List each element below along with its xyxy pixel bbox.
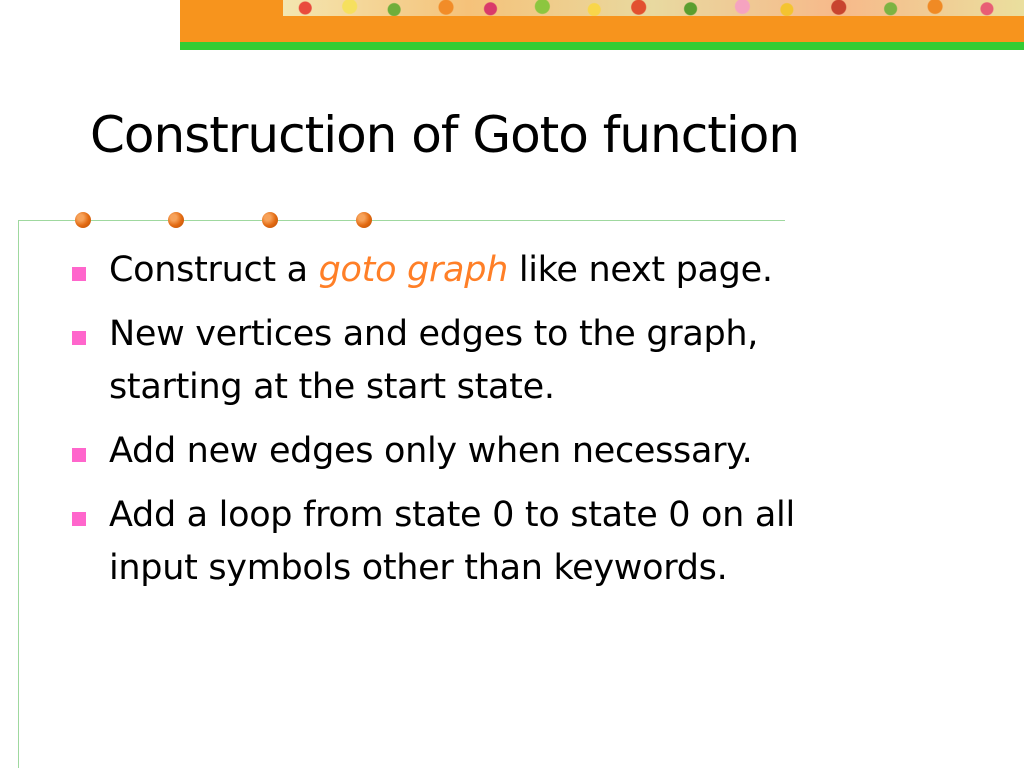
bullet-square-icon [72, 267, 86, 281]
bullet-text-line1: Add a loop from state 0 to state 0 on all [109, 495, 795, 535]
bullet-item [72, 489, 972, 595]
slide-title: Construction of Goto function [90, 106, 800, 164]
bullet-list [72, 244, 972, 606]
bullet-text-line2: starting at the start state. [109, 367, 555, 407]
bullet-item [72, 425, 972, 478]
bullet-square-icon [72, 448, 86, 462]
header-green-band [180, 42, 1024, 50]
bullet-square-icon [72, 512, 86, 526]
bullet-text: Add new edges only when necessary. [109, 431, 753, 471]
decor-dot-icon [168, 212, 184, 228]
bullet-text-line2: input symbols other than keywords. [109, 548, 728, 588]
bullet-text-pre: Construct a [109, 250, 319, 290]
frame-vertical-line [18, 220, 19, 768]
bullet-item [72, 308, 972, 414]
bullet-text-post: like next page. [508, 250, 773, 290]
decor-dot-icon [75, 212, 91, 228]
bullet-item [72, 244, 972, 297]
frame-horizontal-line [18, 220, 785, 221]
bullet-text-line1: New vertices and edges to the graph, [109, 314, 759, 354]
bullet-square-icon [72, 331, 86, 345]
decor-dot-icon [262, 212, 278, 228]
header-floral-photo-strip [283, 0, 1024, 16]
bullet-text-emphasis: goto graph [318, 250, 508, 290]
decor-dot-icon [356, 212, 372, 228]
